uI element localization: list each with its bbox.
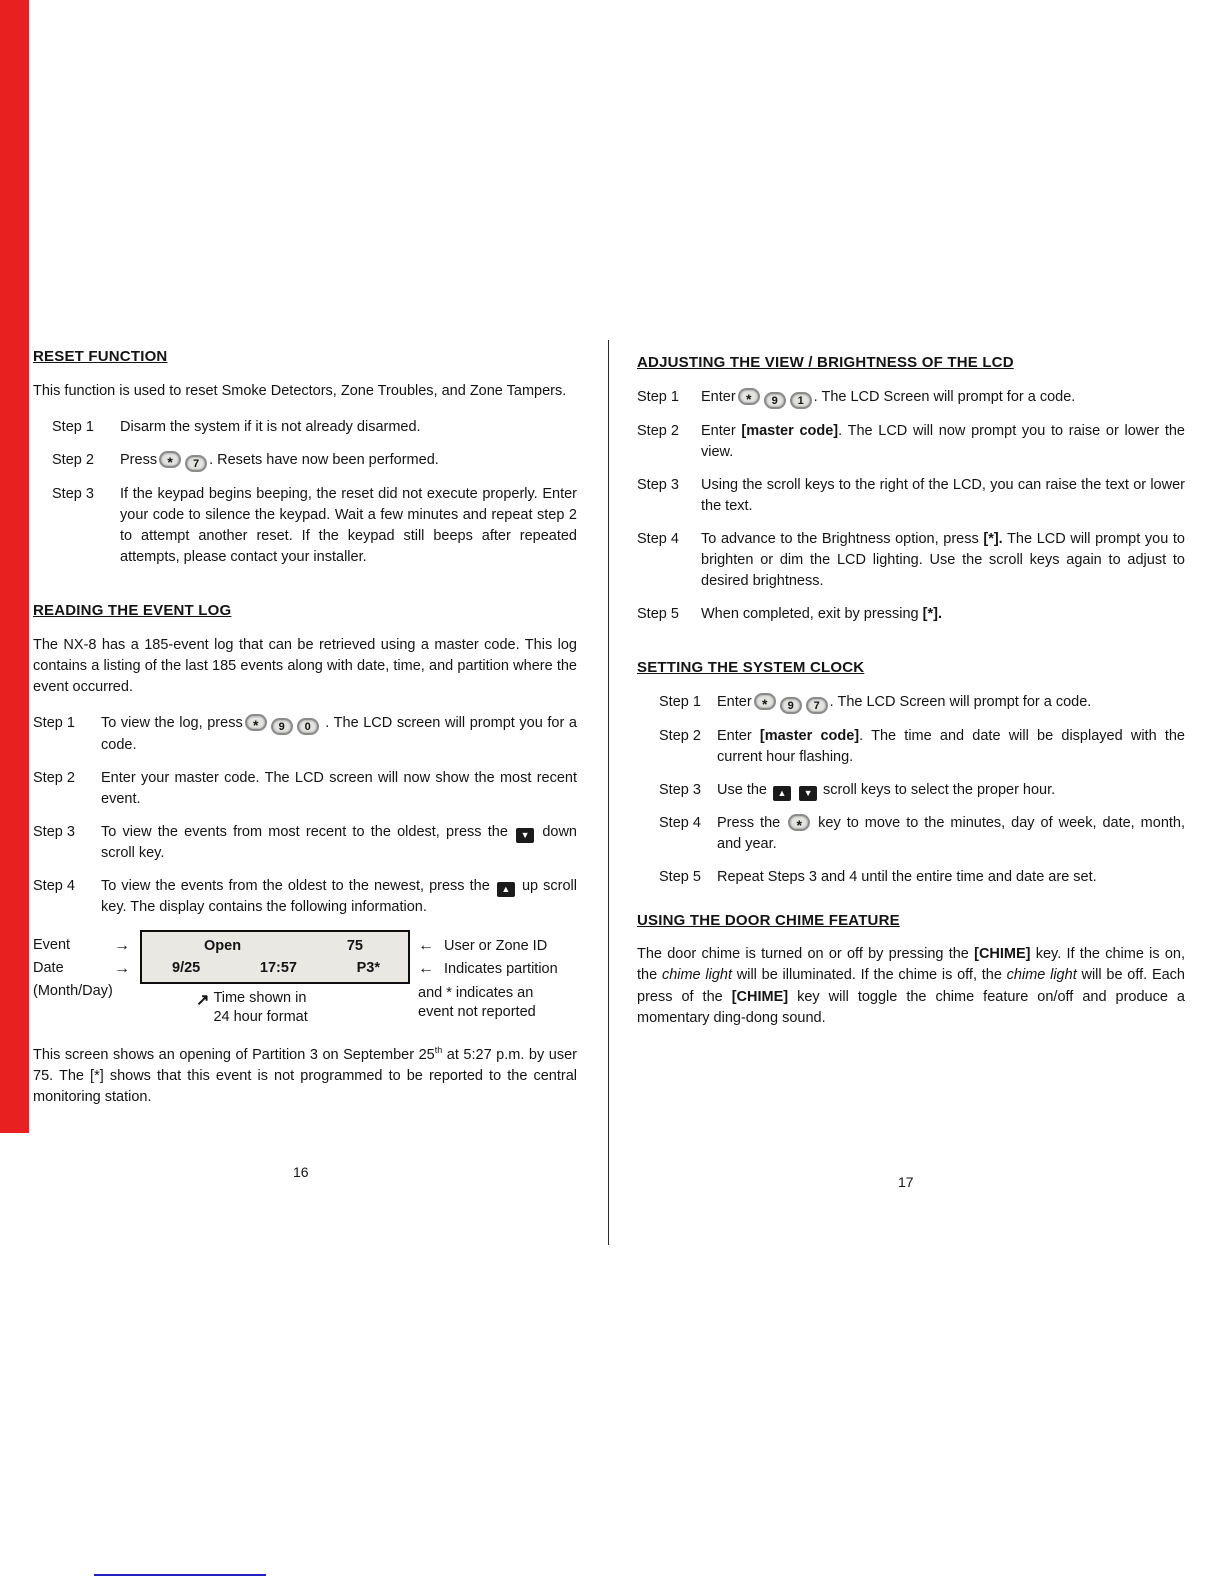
step-number: Step 1 (52, 418, 94, 435)
time-format-note (140, 989, 410, 1028)
left-arrow-icon: ← (418, 959, 434, 977)
lcd-display-box (140, 930, 410, 984)
user-zone-text: User or Zone ID (444, 937, 548, 954)
user-zone-note (418, 934, 577, 957)
time-format-text: Time shown in 24 hour format (213, 989, 308, 1026)
step-item (659, 780, 1185, 801)
lcd-event-text: Open (204, 937, 242, 954)
event-log-steps (33, 713, 577, 918)
diagram-row-labels (33, 930, 140, 1028)
lcd-time: 17:57 (259, 959, 297, 976)
step-item (659, 692, 1185, 714)
step-number: Step 2 (659, 727, 701, 744)
step-text: Use the ▲ ▼ scroll keys to select the proper hour. (717, 780, 1185, 801)
step-number: Step 4 (637, 530, 679, 547)
step-item (637, 604, 1185, 625)
door-chime-heading: USING THE DOOR CHIME FEATURE (637, 911, 900, 929)
keypad-star-key-icon: * (738, 388, 760, 405)
step-number: Step 4 (659, 814, 701, 831)
column-divider-line (608, 340, 609, 1245)
step-text: Enter your master code. The LCD screen will now show the most recent event. (101, 769, 577, 807)
step-number: Step 1 (33, 714, 75, 731)
lcd-partition: P3* (356, 959, 380, 976)
keypad-star-key-icon: * (245, 714, 267, 731)
step-number: Step 4 (33, 877, 75, 894)
partition-text: Indicates partition (444, 960, 558, 977)
footer-blue-line (94, 1574, 266, 1576)
right-arrow-icon: → (114, 959, 130, 977)
event-row-label (33, 934, 140, 957)
page-17-column (637, 352, 1185, 1044)
step-text: If the keypad begins beeping, the reset did not execute properly. Enter your code to silence the keypad. Wait a few minutes and repeat step 2 to attempt another reset. If the keypad still beeps after repeated attempts, please contact your installer. (120, 485, 577, 565)
lcd-view-heading: ADJUSTING THE VIEW / BRIGHTNESS OF THE LCD (637, 354, 1014, 371)
month-day-label (33, 980, 140, 1003)
date-label-text: Date (33, 959, 64, 976)
up-scroll-key-icon: ▲ (773, 786, 791, 801)
step-item (637, 529, 1185, 592)
system-clock-steps (637, 692, 1185, 888)
step-text: To view the events from the oldest to the newest, press the ▲ up scroll key. The display contains the following information. (101, 877, 577, 915)
page-16-column (33, 346, 577, 1123)
step-item (659, 726, 1185, 768)
step-number: Step 3 (52, 485, 94, 502)
up-right-arrow-icon: ↗ (196, 991, 210, 1009)
step-item (33, 876, 577, 918)
scan-red-stripe (0, 0, 29, 1133)
step-item (33, 822, 577, 864)
star-note: and * indicates an event not reported (418, 984, 536, 1021)
right-arrow-icon: → (114, 936, 130, 954)
step-item (659, 867, 1185, 888)
step-text: Enter * 9 1 . The LCD Screen will prompt for a code. (701, 388, 1076, 407)
lcd-view-steps (637, 387, 1185, 625)
down-scroll-key-icon: ▼ (799, 786, 817, 801)
step-item (52, 417, 577, 438)
step-number: Step 1 (637, 388, 679, 405)
event-display-diagram (33, 930, 577, 1028)
keypad-star-key-icon: * (159, 451, 181, 468)
step-item (637, 387, 1185, 409)
step-item (33, 713, 577, 756)
step-number: Step 5 (659, 868, 701, 885)
step-text: Repeat Steps 3 and 4 until the entire time and date are set. (717, 868, 1097, 885)
door-chime-body: The door chime is turned on or off by pressing the [CHIME] key. If the chime is on, the chime light will be illuminated. If the chime is off, the chime light will be off. Each press of the [CHIME] key will toggle the chime feature on/off and produce a momentary ding-dong sound. (637, 946, 1185, 1026)
step-item (52, 450, 577, 472)
partition-note (418, 957, 577, 980)
step-number: Step 3 (33, 823, 75, 840)
step-text: To view the log, press * 9 0 . The LCD screen will prompt you for a code. (101, 714, 577, 753)
keypad-7-key-icon: 7 (806, 697, 828, 714)
step-text: Enter * 9 7 . The LCD Screen will prompt for a code. (717, 693, 1092, 712)
diagram-lcd-column (140, 930, 410, 1028)
keypad-9-key-icon: 9 (764, 392, 786, 409)
step-text: Press * 7 . Resets have now been performed. (120, 451, 439, 470)
step-number: Step 3 (659, 781, 701, 798)
keypad-1-key-icon: 1 (790, 392, 812, 409)
keypad-star-key-icon: * (788, 814, 810, 831)
step-number: Step 2 (637, 422, 679, 439)
keypad-star-key-icon: * (754, 693, 776, 710)
event-log-intro: The NX-8 has a 185-event log that can be retrieved using a master code. This log contains a listing of the last 185 events along with date, time, and partition where the event occurred. (33, 636, 577, 695)
date-row-label (33, 957, 140, 980)
keypad-9-key-icon: 9 (780, 697, 802, 714)
reset-function-steps (33, 417, 577, 568)
left-arrow-icon: ← (418, 936, 434, 954)
step-item (33, 768, 577, 810)
keypad-7-key-icon: 7 (185, 455, 207, 472)
lcd-date: 9/25 (172, 959, 201, 976)
step-text: Press the * key to move to the minutes, day of week, date, month, and year. (717, 814, 1186, 852)
reset-function-intro: This function is used to reset Smoke Detectors, Zone Troubles, and Zone Tampers. (33, 382, 567, 399)
step-text: To view the events from most recent to the oldest, press the ▼ down scroll key. (101, 823, 577, 861)
step-number: Step 2 (52, 451, 94, 468)
step-text: When completed, exit by pressing [*]. (701, 605, 942, 622)
step-text: Using the scroll keys to the right of the LCD, you can raise the text or lower the text. (701, 476, 1185, 514)
step-number: Step 2 (33, 769, 75, 786)
page-number-17: 17 (898, 1174, 914, 1190)
month-day-text: (Month/Day) (33, 982, 113, 999)
lcd-user-id: 75 (346, 937, 363, 954)
up-scroll-key-icon: ▲ (497, 882, 515, 897)
page-number-16: 16 (293, 1164, 309, 1180)
reset-function-heading: RESET FUNCTION (33, 348, 168, 365)
event-label-text: Event (33, 936, 71, 953)
keypad-0-key-icon: 0 (297, 718, 319, 735)
event-log-closing: This screen shows an opening of Partition 3 on September 25th at 5:27 p.m. by user 75. The [*] shows that this event is not programmed to be reported to the central monitoring station. (33, 1044, 577, 1105)
step-number: Step 1 (659, 693, 701, 710)
step-text: To advance to the Brightness option, press [*]. The LCD will prompt you to brighten or dim the LCD lighting. Use the scroll keys again to adjust to desired brightness. (701, 530, 1185, 589)
down-scroll-key-icon: ▼ (516, 828, 534, 843)
lcd-line-1 (142, 935, 408, 957)
step-text: Enter [master code]. The LCD will now prompt you to raise or lower the view. (701, 422, 1185, 460)
system-clock-heading: SETTING THE SYSTEM CLOCK (637, 658, 865, 676)
keypad-9-key-icon: 9 (271, 718, 293, 735)
step-text: Disarm the system if it is not already disarmed. (120, 418, 421, 435)
step-item (637, 421, 1185, 463)
step-item (637, 475, 1185, 517)
step-item (52, 484, 577, 568)
step-number: Step 3 (637, 476, 679, 493)
step-number: Step 5 (637, 605, 679, 622)
step-text: Enter [master code]. The time and date will be displayed with the current hour flashing. (717, 727, 1185, 765)
step-item (659, 813, 1185, 855)
event-log-heading: READING THE EVENT LOG (33, 601, 232, 619)
diagram-annotations (410, 930, 577, 1028)
lcd-line-2 (142, 957, 408, 979)
